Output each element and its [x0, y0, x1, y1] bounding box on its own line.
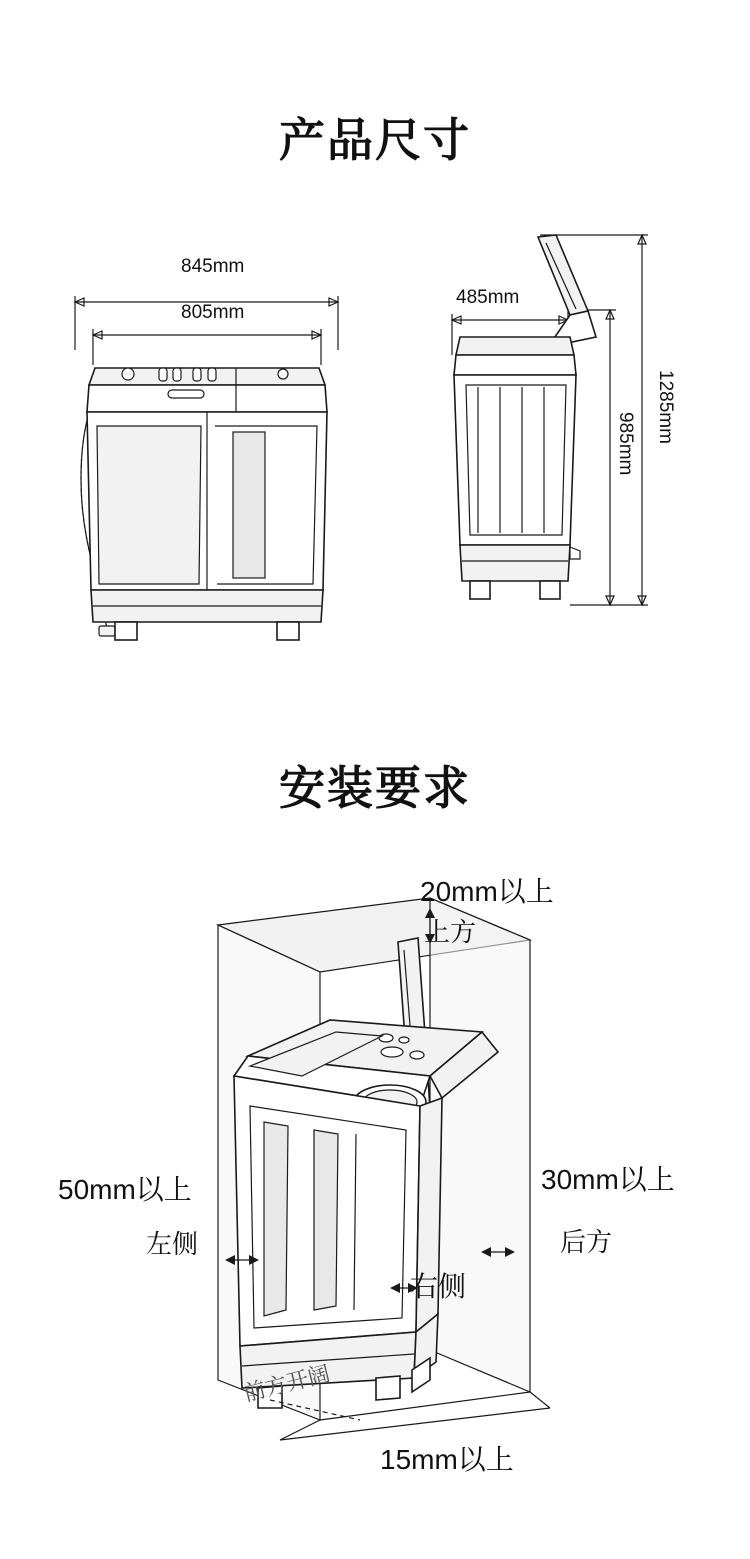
clearance-top-value: 20mm以上: [420, 876, 554, 907]
label-height-body: 985mm: [615, 412, 636, 476]
clearance-back-position: 后方: [560, 1227, 613, 1257]
label-depth: 485mm: [456, 287, 520, 308]
clearance-left-value: 50mm以上: [58, 1174, 192, 1205]
label-width-inner: 805mm: [181, 302, 245, 323]
clearance-back-value: 30mm以上: [541, 1164, 675, 1195]
clearance-top-position: 上方: [424, 917, 477, 947]
dim-985-line: [580, 310, 616, 605]
page-title-installation: 安装要求: [279, 762, 471, 814]
label-width-outer: 845mm: [181, 256, 245, 277]
clearance-front-value: 15mm以上: [380, 1444, 514, 1475]
front-open-label: 前方开阔: [240, 1360, 333, 1407]
right-side-label: 右侧: [410, 1271, 467, 1302]
clearance-left-position: 左侧: [146, 1229, 199, 1259]
label-height-total: 1285mm: [655, 370, 676, 444]
dim-805-line: [93, 329, 321, 365]
page-title-dimensions: 产品尺寸: [279, 114, 471, 166]
